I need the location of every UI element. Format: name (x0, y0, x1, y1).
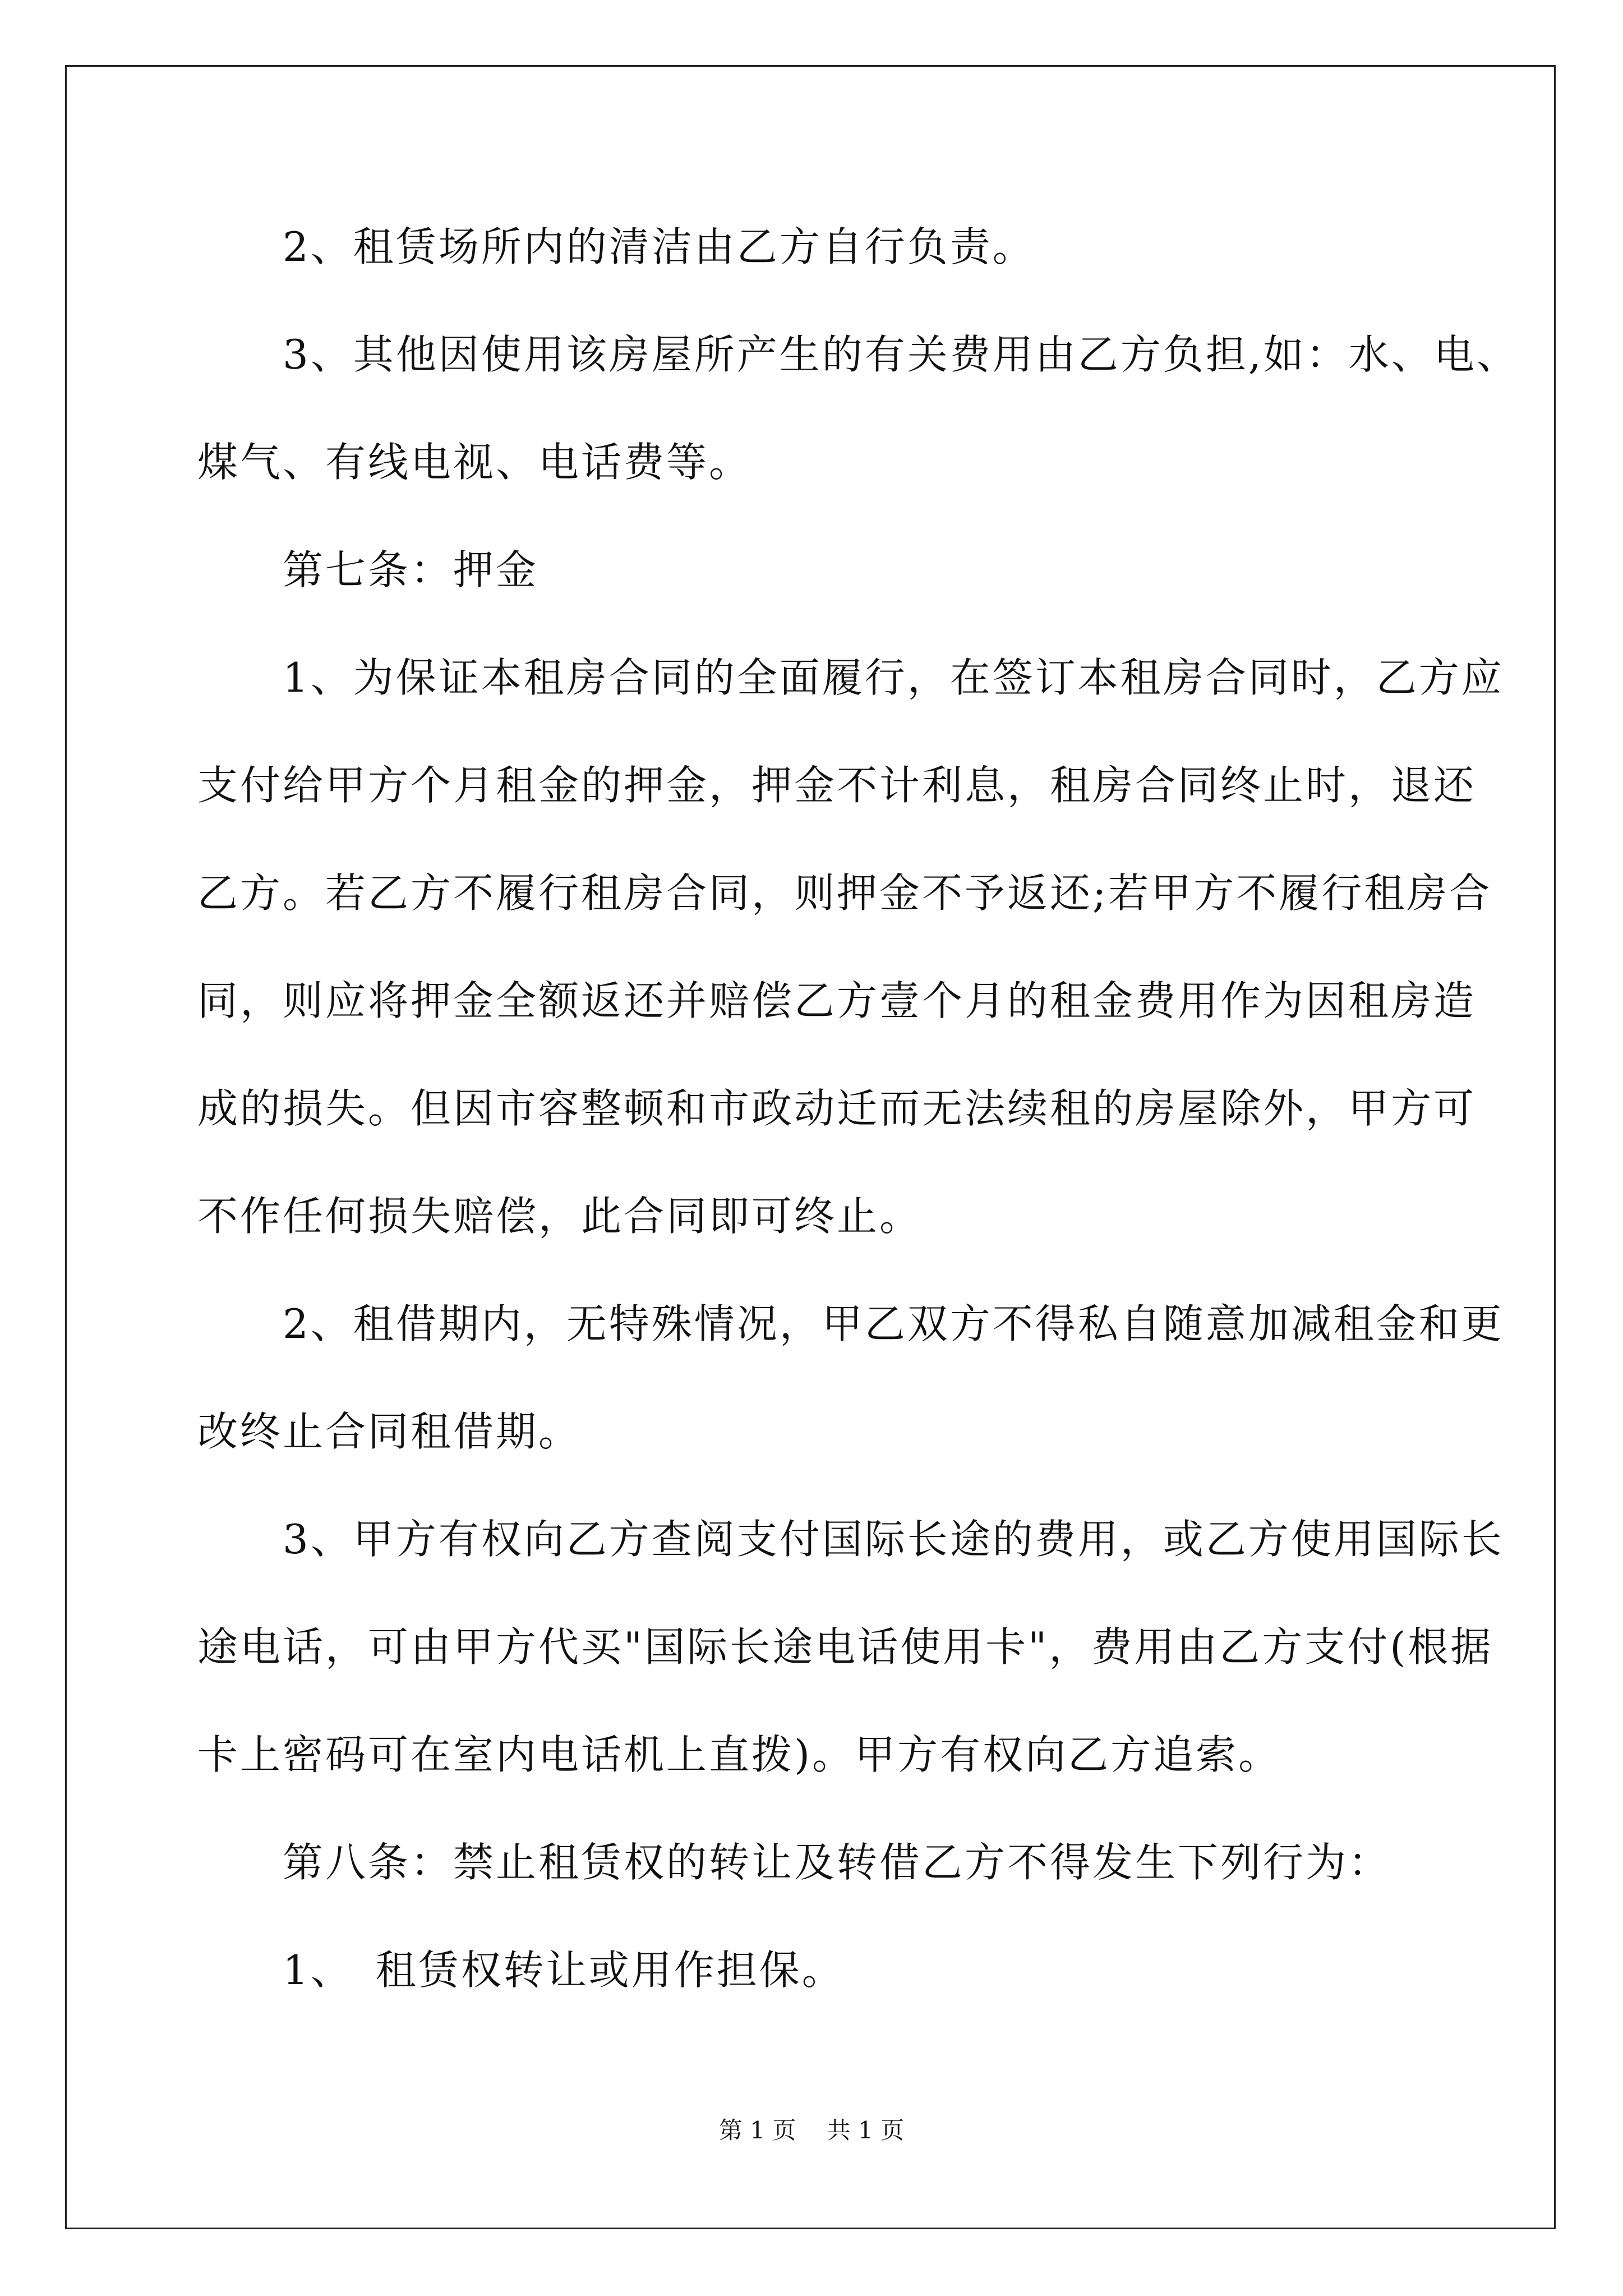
text-line: 3、其他因使用该房屋所产生的有关费用由乙方负担,如：水、电、 (197, 331, 1519, 378)
text-line: 成的损失。但因市容整顿和市政动迁而无法续租的房屋除外，甲方可 (197, 1085, 1477, 1132)
text-line: 同，则应将押金全额返还并赔偿乙方壹个月的租金费用作为因租房造 (197, 977, 1477, 1024)
text-line: 改终止合同租借期。 (197, 1408, 582, 1455)
text-line: 1、 租赁权转让或用作担保。 (197, 1947, 845, 1994)
text-line: 1、为保证本租房合同的全面履行，在签订本租房合同时，乙方应 (197, 654, 1504, 701)
text-line: 煤气、有线电视、电话费等。 (197, 439, 752, 486)
section-heading: 第七条：押金 (197, 546, 539, 593)
section-heading: 第八条：禁止租赁权的转让及转借乙方不得发生下列行为： (197, 1839, 1391, 1886)
page-number-footer: 第 1 页 共 1 页 (718, 2116, 905, 2144)
text-line: 2、租借期内，无特殊情况，甲乙双方不得私自随意加减租金和更 (197, 1300, 1504, 1347)
text-line: 途电话，可由甲方代买"国际长途电话使用卡"，费用由乙方支付(根据 (197, 1623, 1493, 1671)
page-border (65, 65, 1556, 2229)
text-line: 2、租赁场所内的清洁由乙方自行负责。 (197, 223, 1035, 270)
text-line: 3、甲方有权向乙方查阅支付国际长途的费用，或乙方使用国际长 (197, 1516, 1504, 1563)
text-line: 支付给甲方个月租金的押金，押金不计利息，租房合同终止时，退还 (197, 762, 1477, 809)
text-line: 乙方。若乙方不履行租房合同，则押金不予返还;若甲方不履行租房合 (197, 869, 1492, 917)
text-line: 不作任何损失赔偿，此合同即可终止。 (197, 1193, 923, 1240)
text-line: 卡上密码可在室内电话机上直拨)。甲方有权向乙方追索。 (197, 1731, 1281, 1778)
